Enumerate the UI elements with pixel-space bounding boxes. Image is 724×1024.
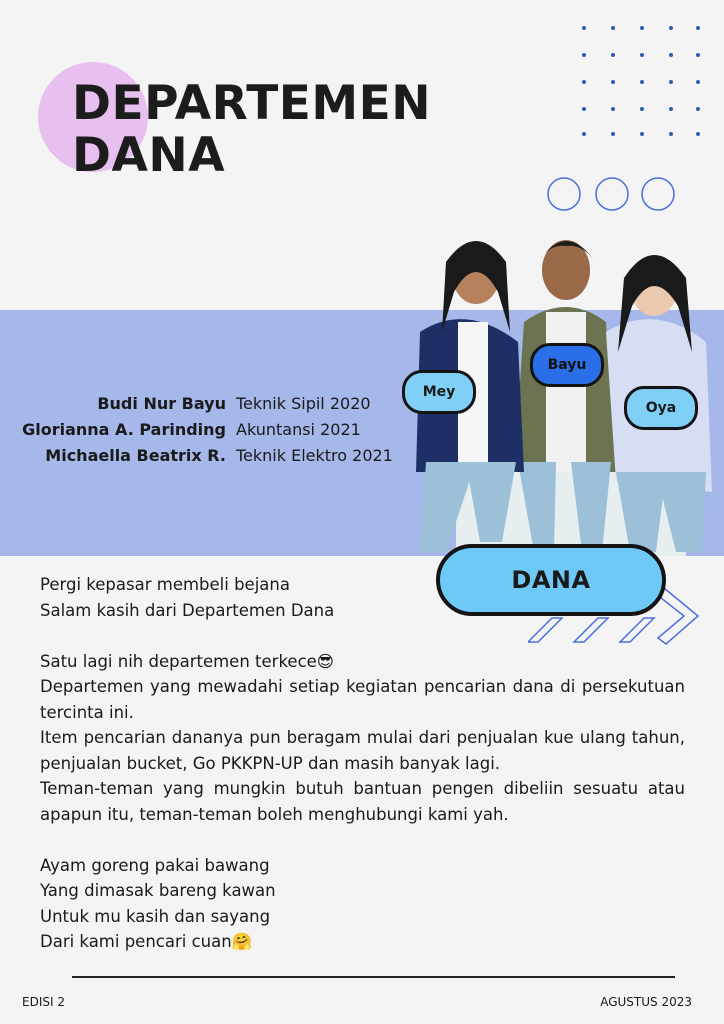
spacer [40, 827, 685, 853]
paragraph: Departemen yang mewadahi setiap kegiatan pencarian dana di persekutuan tercinta ini. [40, 677, 685, 722]
member-name: Budi Nur Bayu [97, 394, 226, 413]
body-text [40, 572, 685, 955]
member-dept: Teknik Elektro 2021 [236, 446, 393, 465]
name-tag-bayu: Bayu [530, 343, 604, 387]
paragraph: Item pencarian dananya pun beragam mulai dari penjualan kue ulang tahun, penjualan bucket, Go PKKPN-UP dan masih banyak lagi. [40, 728, 685, 773]
ring-decoration [546, 176, 678, 212]
poem-line: Ayam goreng pakai bawang [40, 855, 270, 875]
name-tag-mey: Mey [402, 370, 476, 414]
name-tag-oya: Oya [624, 386, 698, 430]
dot-grid-decoration [578, 24, 708, 140]
title-line-1: DEPARTEMEN [72, 76, 432, 131]
member-dept: Akuntansi 2021 [236, 420, 361, 439]
intro-line: Salam kasih dari Departemen Dana [40, 600, 335, 620]
page-title [72, 78, 431, 182]
title-line-2: DANA [72, 128, 226, 183]
footer-divider [72, 976, 675, 978]
paragraph: Teman-teman yang mungkin butuh bantuan pengen dibeliin sesuatu atau apapun itu, teman-teman boleh menghubungi kami yah. [40, 779, 685, 824]
spacer [40, 623, 685, 649]
dana-badge: DANA [436, 544, 666, 616]
poem-line: Yang dimasak bareng kawan [40, 881, 276, 900]
date-label: AGUSTUS 2023 [600, 995, 692, 1009]
paragraph: Satu lagi nih departemen terkece😎 [40, 651, 334, 671]
poem-line: Untuk mu kasih dan sayang [40, 906, 271, 926]
poem-line: Dari kami pencari cuan🤗 [40, 932, 253, 951]
intro-line: Pergi kepasar membeli bejana [40, 575, 290, 594]
member-name: Michaella Beatrix R. [45, 446, 226, 465]
member-dept: Teknik Sipil 2020 [236, 394, 371, 413]
member-name: Glorianna A. Parinding [22, 420, 226, 439]
edition-label: EDISI 2 [22, 995, 65, 1009]
